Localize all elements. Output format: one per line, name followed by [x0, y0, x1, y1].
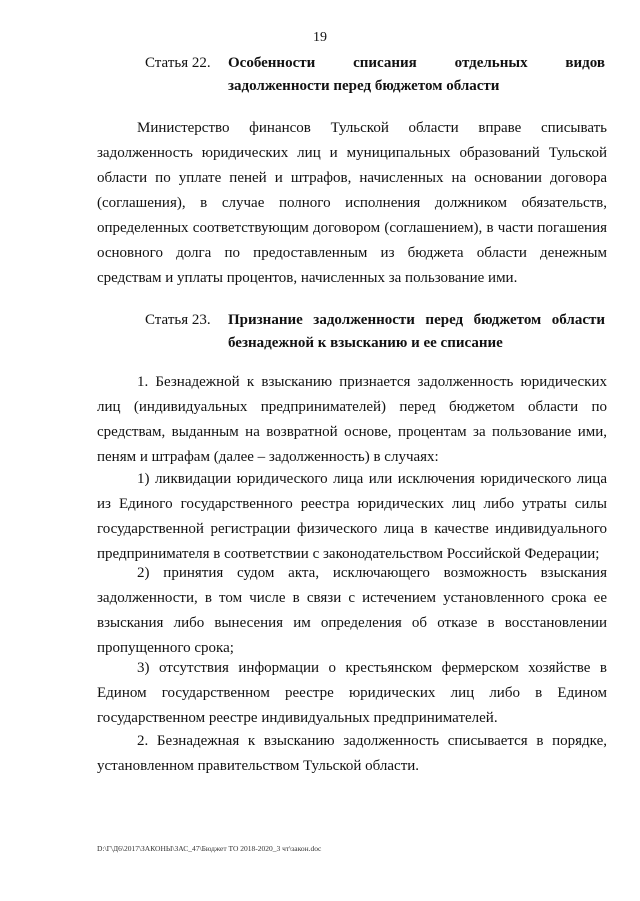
article-23-title-line2: безнадежной к взысканию и ее списание	[228, 335, 503, 351]
article-23-title-line1: Признание задолженности перед бюджетом области	[228, 312, 605, 328]
article-22-paragraph: Министерство финансов Тульской области вправе списывать задолженность юридических лиц и муниципальных образований Тульской области по уплате пеней и штрафов, начисленных на основании договора (соглашения), в случае полного исполнения должником обязательств, определенных соответствующим договором (соглашением), в части погашения основного долга по предоставленным из бюджета области денежным средствам и уплаты процентов, начисленных за пользование ими.	[97, 120, 607, 286]
article-23-item-1: 1) ликвидации юридического лица или исключения юридического лица из Единого государственного реестра юридических лиц либо утраты силы государственной регистрации физического лица в качестве индивидуального предпринимателя в соответствии с законодательством Российской Федерации;	[97, 471, 607, 562]
article-23-paragraph-2: 2. Безнадежная к взысканию задолженность списывается в порядке, установленном правительством Тульской области.	[97, 733, 607, 774]
article-22-title-line2: задолженности перед бюджетом области	[228, 78, 500, 94]
page-number: 19	[313, 30, 327, 45]
article-23-title	[228, 309, 605, 355]
article-22-title-line1: Особенности списания отдельных видов	[228, 55, 605, 71]
article-23-item-3: 3) отсутствия информации о крестьянском фермерском хозяйстве в Едином государственном реестре юридических лиц либо в Едином государственном реестре индивидуальных предпринимателей.	[97, 660, 607, 726]
file-path-footer: D:\Г\Д6\2017\ЗАКОНЫ\ЗАС_47\Бюджет ТО 2018-2020_3 чт\закон.doc	[97, 844, 322, 853]
article-23-number: Статья 23.	[145, 312, 211, 328]
article-22-title	[228, 52, 605, 98]
article-23-paragraph-1: 1. Безнадежной к взысканию признается задолженность юридических лиц (индивидуальных предпринимателей) перед бюджетом области по средствам, выданным на возвратной основе, процентам за пользование ими, пеням и штрафам (далее – задолженность) в случаях:	[97, 374, 607, 465]
article-22-number: Статья 22.	[145, 55, 211, 71]
article-23-item-2: 2) принятия судом акта, исключающего возможность взыскания задолженности, в том числе в связи с истечением установленного срока ее взыскания либо вынесения им определения об отказе в восстановлении пропущенного срока;	[97, 565, 607, 656]
